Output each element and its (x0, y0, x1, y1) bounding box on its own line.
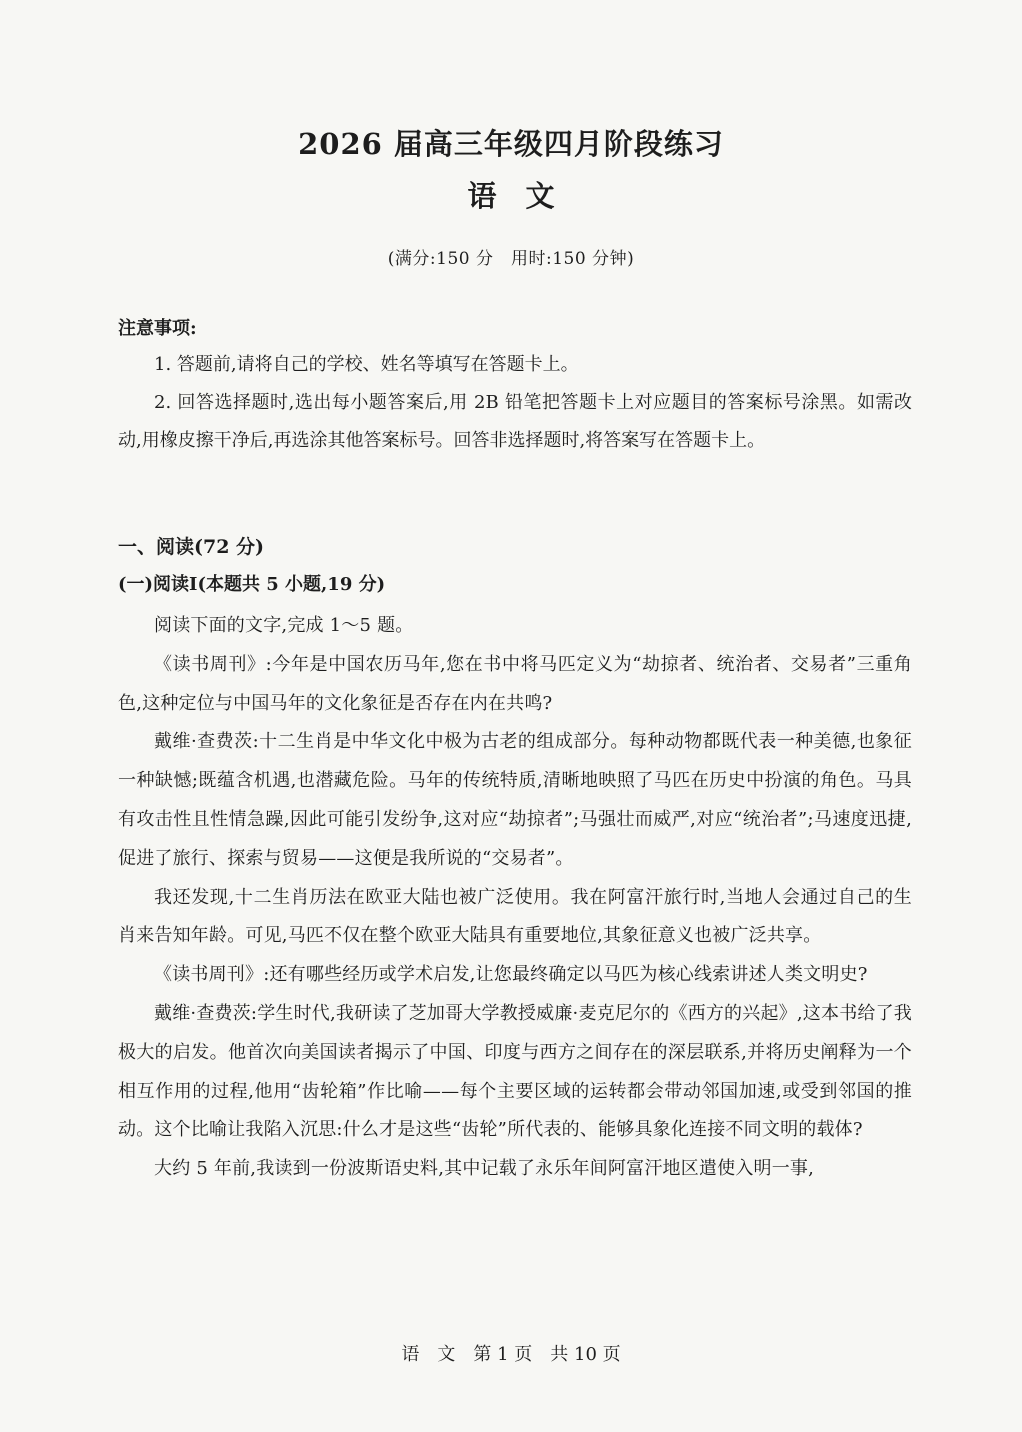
passage-paragraph: 《读书周刊》:还有哪些经历或学术启发,让您最终确定以马匹为核心线索讲述人类文明史? (154, 964, 868, 986)
exam-subject: 语 文 (467, 179, 555, 213)
exam-meta: (满分:150 分 用时:150 分钟) (387, 249, 635, 269)
passage-paragraph: 阅读下面的文字,完成 1～5 题。 (154, 615, 414, 636)
passage-paragraph: 戴维·查费茨:学生时代,我研读了芝加哥大学教授威廉·麦克尼尔的《西方的兴起》,这本书给了我极大的启发。他首次向美国读者揭示了中国、印度与西方之间存在的深层联系,并将历史阐释为一个相互作用的过程,他用“齿轮箱”作比喻——每个主要区域的运转都会带动邻国加速,或受到邻国的推动。这个比喻让我陷入沉思:什么才是这些“齿轮”所代表的、能够具象化连接不同文明的载体? (118, 1002, 912, 1141)
note-item: 1. 答题前,请将自己的学校、姓名等填写在答题卡上。 (154, 354, 579, 375)
passage-paragraph: 我还发现,十二生肖历法在欧亚大陆也被广泛使用。我在阿富汗旅行时,当地人会通过自己的生肖来告知年龄。可见,马匹不仅在整个欧亚大陆具有重要地位,其象征意义也被广泛共享。 (118, 886, 912, 947)
note-item: 2. 回答选择题时,选出每小题答案后,用 2B 铅笔把答题卡上对应题目的答案标号涂黑。如需改动,用橡皮擦干净后,再选涂其他答案标号。回答非选择题时,将答案写在答题卡上。 (118, 392, 912, 451)
page-footer: 语 文 第 1 页 共 10 页 (401, 1344, 621, 1365)
reading-passage (118, 607, 912, 1189)
notes-title: 注意事项: (118, 318, 197, 339)
reading-section-title: 一、阅读(72 分) (118, 536, 265, 558)
passage-paragraph: 戴维·查费茨:十二生肖是中华文化中极为古老的组成部分。每种动物都既代表一种美德,也象征一种缺憾;既蕴含机遇,也潜藏危险。马年的传统特质,清晰地映照了马匹在历史中扮演的角色。马具有攻击性且性情急躁,因此可能引发纷争,这对应“劫掠者”;马强壮而威严,对应“统治者”;马速度迅捷,促进了旅行、探索与贸易——这便是我所说的“交易者”。 (118, 731, 912, 869)
exam-title: 2026 届高三年级四月阶段练习 (298, 127, 724, 161)
reading-subsection-title: (一)阅读Ⅰ(本题共 5 小题,19 分) (118, 574, 386, 595)
passage-paragraph: 《读书周刊》:今年是中国农历马年,您在书中将马匹定义为“劫掠者、统治者、交易者”三重角色,这种定位与中国马年的文化象征是否存在内在共鸣? (118, 653, 912, 714)
notes-list (118, 346, 912, 460)
passage-paragraph: 大约 5 年前,我读到一份波斯语史料,其中记载了永乐年间阿富汗地区遣使入明一事, (154, 1158, 815, 1180)
